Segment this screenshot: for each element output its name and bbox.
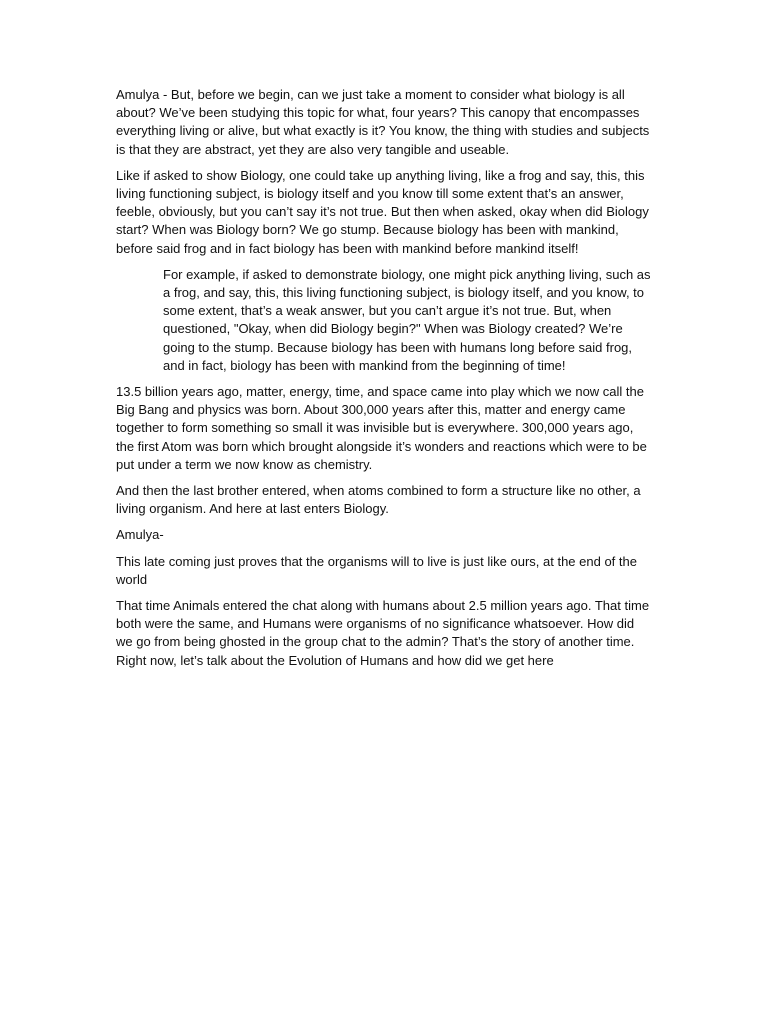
paragraph-late-coming: This late coming just proves that the organisms will to live is just like ours, at the end of the world: [116, 553, 637, 587]
paragraph-frog-example: Like if asked to show Biology, one could take up anything living, like a frog and say, this, this living functioning subject, is biology itself and you know till some extent that’s an answer, feeble, obviously, but you can’t say it’s not true. But then when asked, okay when did Biology start? When was Biology born? We go stump. Because biology has been with mankind, before said frog and in fact biology has been with mankind before mankind itself!: [116, 167, 649, 256]
paragraph-animals-entered: That time Animals entered the chat along with humans about 2.5 million years ago. That time both were the same, and Humans were organisms of no significance whatsoever. How did we go from being ghosted in the group chat to the admin? That’s the story of another time. Right now, let’s talk about the Evolution of Humans and how did we get here: [116, 598, 650, 668]
paragraph-last-brother: And then the last brother entered, when atoms combined to form a structure like no other, a living organism. And here at last enters Biology.: [116, 483, 641, 517]
paragraph-intro: Amulya - But, before we begin, can we just take a moment to consider what biology is all about? We’ve been studying this topic for what, four years? This canopy that encompasses everything living or alive, but what exactly is it? You know, the thing with studies and subjects is that they are abstract, yet they are also very tangible and useable.: [116, 87, 650, 157]
speaker-label: Amulya-: [116, 527, 164, 543]
indented-paraphrase-block: For example, if asked to demonstrate biology, one might pick anything living, such as a frog, and say, this, this living functioning subject, is biology itself, and you know, to some extent, that’s a weak answer, but you can’t argue it’s not true. But, when questioned, "Okay, when did Biology begin?" When was Biology created? We’re going to the stump. Because biology has been with humans long before said frog, and in fact, biology has been with mankind from the beginning of time!: [163, 266, 651, 373]
paragraph-big-bang: 13.5 billion years ago, matter, energy, time, and space came into play which we now call the Big Bang and physics was born. About 300,000 years after this, matter and energy came together to form something so small it was invisible but is everywhere. 300,000 years ago, the first Atom was born which brought alongside it’s wonders and reactions which were to be put under a term we now know as chemistry.: [116, 384, 647, 472]
